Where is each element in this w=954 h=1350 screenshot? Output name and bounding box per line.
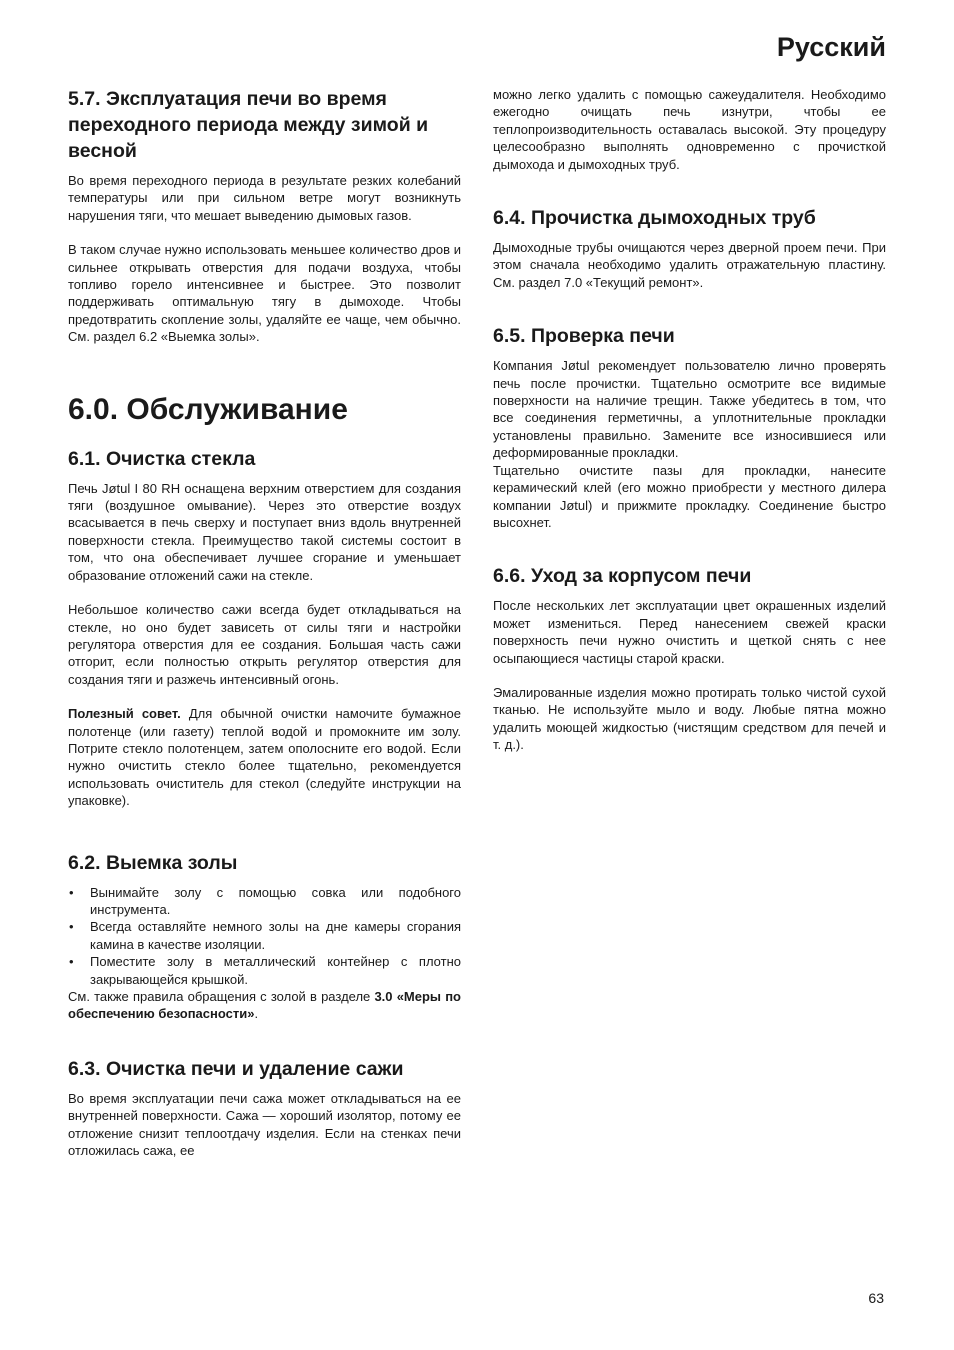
- left-column: [68, 86, 461, 1159]
- right-column: [493, 86, 886, 754]
- paragraph: Тщательно очистите пазы для прокладки, нанесите керамический клей (его можно приобрести у местного дилера компании Jøtul) и прижмите прокладку. Соединение быстро высохнет.: [493, 462, 886, 530]
- list-item: • Вынимайте золу с помощью совка или подобного инструмента.: [68, 884, 461, 919]
- section-title: 6.2. Выемка золы: [68, 851, 238, 874]
- paragraph: можно легко удалить с помощью сажеудалителя. Необходимо ежегодно очищать печь изнутри, чтобы ее теплопроизводительность оставалась высокой. Эту процедуру целесообразно выполнять одновременно с прочисткой дымохода и дымоходных труб.: [493, 87, 886, 172]
- note-end: .: [254, 1006, 259, 1022]
- section-title: 6.5. Проверка печи: [493, 325, 675, 348]
- section-title: 6.1. Очистка стекла: [68, 447, 256, 470]
- section-6-1: [68, 446, 461, 810]
- paragraph: После нескольких лет эксплуатации цвет окрашенных изделий может измениться. Перед нанесением свежей краски поверхность печи нужно очистить и щеткой снять с нее осыпающиеся частицы старой краски.: [493, 598, 886, 666]
- paragraph: Печь Jøtul I 80 RH оснащена верхним отверстием для создания тяги (воздушное омывание). Через это отверстие воздух всасывается в печь сверху и поступает вниз вдоль внутренней поверхности стекла. Преимущество такой системы состоит в том, что она обеспечивает лучшее сгорание и уменьшает образование отложений сажи на стекле.: [68, 480, 461, 583]
- paragraph: Эмалированные изделия можно протирать только чистой сухой тканью. Не используйте мыло и воду. Любые пятна можно удалить моющей жидкостью (чистящим средством для печей и т. д.).: [493, 684, 886, 753]
- chapter-title: 6.0. Обслуживание: [68, 392, 348, 426]
- tip-label: Полезный совет.: [68, 706, 181, 722]
- bullet-list: [68, 884, 461, 988]
- paragraph: Небольшое количество сажи всегда будет откладываться на стекле, но оно будет зависеть от силы тяги и настройки регулятора отверстия для ее создания. Большая часть сажи отгорит, если полностью открыть регулятор отверстия для создания тяги и разжечь интенсивный огонь.: [68, 602, 461, 687]
- section-title: 6.3. Очистка печи и удаление сажи: [68, 1057, 404, 1080]
- paragraph: Компания Jøtul рекомендует пользователю лично проверять печь после прочистки. Тщательно осмотрите все видимые поверхности на наличие трещин. Также убедитесь в том, что все соединения герметичны, а уплотнительные прокладки установлены правильно. Замените все износившиеся или деформированные прокладки.: [493, 358, 886, 461]
- list-item: • Всегда оставляйте немного золы на дне камеры сгорания камина в качестве изоляции.: [68, 918, 461, 953]
- section-title: 6.6. Уход за корпусом печи: [493, 565, 752, 588]
- tip-text: Для обычной очистки намочите бумажное полотенце (или газету) теплой водой и промокните им золу. Потрите стекло полотенцем, затем ополосните его водой. Если нужно очистить стекло более тщательно, рекомендуется использовать очиститель для стекол (следуйте инструкции на упаковке).: [68, 706, 461, 809]
- paragraph: В таком случае нужно использовать меньшее количество дров и сильнее открывать отверстия для подачи воздуха, чтобы топливо горело интенсивнее и быстрее. Это позволит поддерживать оптимальную тягу в дымоходе. Чтобы предотвратить скопление золы, удаляйте ее чаще, чем обычно. См. раздел 6.2 «Выемка золы».: [68, 242, 461, 345]
- note-reference: 3.0 «Меры по обеспечению безопасности»: [68, 989, 461, 1022]
- paragraph: Дымоходные трубы очищаются через дверной проем печи. При этом сначала необходимо удалить отражательную пластину. См. раздел 7.0 «Текущий ремонт».: [493, 240, 886, 290]
- section-6-2: [68, 850, 461, 1023]
- paragraph: Во время эксплуатации печи сажа может откладываться на ее внутренней поверхности. Сажа — хороший изолятор, потому ее отложение снизит теплоотдачу изделия. Если на стенках печи отложилась сажа, ее: [68, 1090, 461, 1159]
- section-6-6: [493, 563, 886, 753]
- tip-paragraph: [68, 705, 461, 809]
- section-6-4: [493, 205, 886, 291]
- note-text: См. также правила обращения с золой в разделе: [68, 989, 375, 1004]
- page-number: 63: [868, 1290, 884, 1306]
- section-title: 6.4. Прочистка дымоходных труб: [493, 207, 816, 230]
- section-5-7: [68, 86, 461, 346]
- note-paragraph: [68, 988, 461, 1023]
- paragraph: Во время переходного периода в результате резких колебаний температуры или при сильном ветре могут возникнуть нарушения тяги, что мешает выведению дымовых газов.: [68, 173, 461, 223]
- section-6-5: [493, 323, 886, 531]
- list-item: • Поместите золу в металлический контейнер с плотно закрывающейся крышкой.: [68, 953, 461, 988]
- section-6-3: [68, 1056, 461, 1160]
- section-title: 5.7. Эксплуатация печи во время переходного периода между зимой и весной: [68, 88, 429, 162]
- language-label: Русский: [776, 32, 886, 62]
